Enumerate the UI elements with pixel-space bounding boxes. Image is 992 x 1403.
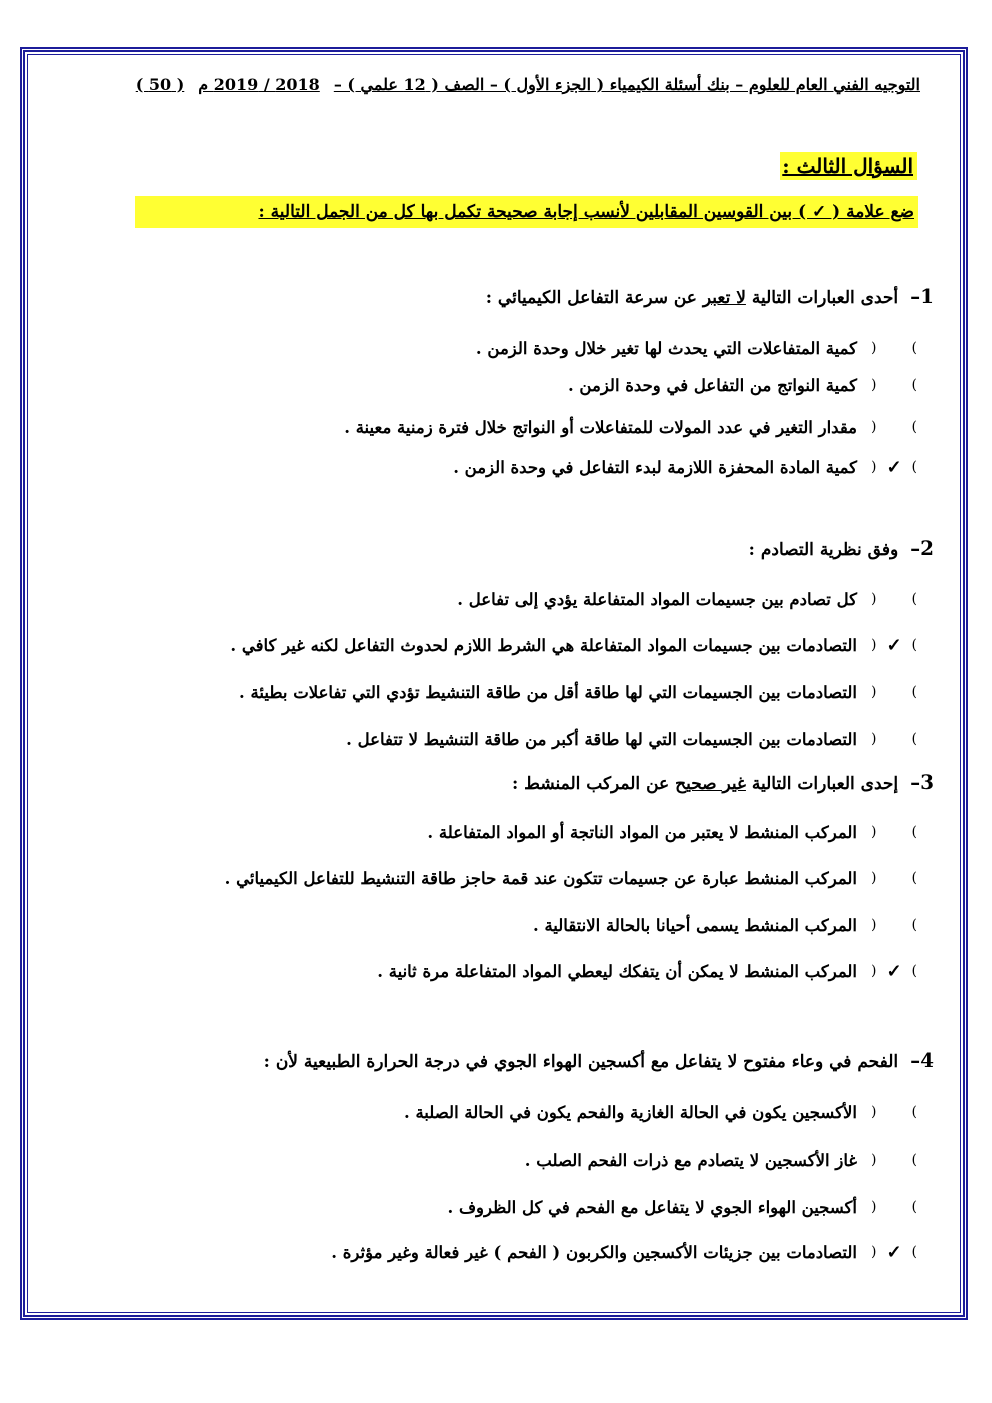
page-header <box>70 75 920 105</box>
question-4-option-1[interactable]: ) ( الأكسجين يكون في الحالة الغازية والفحم يكون في الحالة الصلبة . <box>403 1102 917 1122</box>
answer-checkbox[interactable]: ) ( <box>871 684 917 700</box>
section-title: السؤال الثالث : <box>780 152 917 180</box>
answer-checkbox[interactable]: ) ✓ ( <box>871 960 917 982</box>
answer-checkbox[interactable]: ) ( <box>871 731 917 747</box>
question-2-option-4[interactable]: ) ( التصادمات بين الجسيمات التي لها طاقة أكبر من طاقة التنشيط لا تتفاعل . <box>346 729 917 749</box>
question-2-option-2[interactable]: ) ✓ ( التصادمات بين جسيمات المواد المتفاعلة هي الشرط اللازم لحدوث التفاعل لكنه غير كافي . <box>230 634 917 656</box>
answer-checkbox[interactable]: ) ( <box>871 1104 917 1120</box>
answer-checkbox[interactable]: ) ( <box>871 870 917 886</box>
emphasis: غير صحيح <box>675 774 746 794</box>
header-years: 2018 / 2019 م <box>198 75 320 94</box>
check-icon: ✓ <box>886 960 902 982</box>
question-number: 2– <box>910 536 934 560</box>
answer-checkbox[interactable]: ) ✓ ( <box>871 1241 917 1263</box>
question-3-option-4[interactable]: ) ✓ ( المركب المنشط لا يمكن أن يتفكك ليعطي المواد المتفاعلة مرة ثانية . <box>377 960 917 982</box>
question-4-option-4[interactable]: ) ✓ ( التصادمات بين جزيئات الأكسجين والكربون ( الفحم ) غير فعالة وغير مؤثرة . <box>331 1241 917 1263</box>
question-3-option-1[interactable]: ) ( المركب المنشط لا يعتبر من المواد الناتجة أو المواد المتفاعلة . <box>427 822 917 842</box>
header-page-number: ( 50 ) <box>135 75 185 94</box>
answer-checkbox[interactable]: ) ( <box>871 377 917 393</box>
answer-checkbox[interactable]: ) ( <box>871 824 917 840</box>
question-4-option-2[interactable]: ) ( غاز الأكسجين لا يتصادم مع ذرات الفحم الصلب . <box>524 1150 917 1170</box>
answer-checkbox[interactable]: ) ( <box>871 591 917 607</box>
question-2-option-1[interactable]: ) ( كل تصادم بين جسيمات المواد المتفاعلة يؤدي إلى تفاعل . <box>457 589 917 609</box>
question-1-option-1[interactable]: ) ( كمية المتفاعلات التي يحدث لها تغير خلال وحدة الزمن . <box>475 338 917 358</box>
emphasis: لا تعبر <box>702 288 746 308</box>
question-number: 3– <box>910 770 934 794</box>
section-instruction: ضع علامة ( ✓ ) بين القوسين المقابلين لأنسب إجابة صحيحة تكمل بها كل من الجمل التالية : <box>135 196 918 228</box>
answer-checkbox[interactable]: ) ( <box>871 419 917 435</box>
question-2-stem: 2– وفق نظرية التصادم : <box>748 536 934 560</box>
answer-checkbox[interactable]: ) ( <box>871 1199 917 1215</box>
answer-checkbox[interactable]: ) ( <box>871 340 917 356</box>
question-1-stem: 1– أحدى العبارات التالية لا تعبر عن سرعة التفاعل الكيميائي : <box>485 284 934 308</box>
question-4-option-3[interactable]: ) ( أكسجين الهواء الجوي لا يتفاعل مع الفحم في كل الظروف . <box>447 1197 917 1217</box>
question-3-stem: 3– إحدى العبارات التالية غير صحيح عن المركب المنشط : <box>511 770 934 794</box>
header-text: التوجيه الفني العام للعلوم – بنك أسئلة الكيمياء ( الجزء الأول ) – الصف ( 12 علمي ) – <box>333 75 920 94</box>
question-1-option-3[interactable]: ) ( مقدار التغير في عدد المولات للمتفاعلات أو النواتج خلال فترة زمنية معينة . <box>344 417 917 437</box>
answer-checkbox[interactable]: ) ( <box>871 1152 917 1168</box>
question-1-option-4[interactable]: ) ✓ ( كمية المادة المحفزة اللازمة لبدء التفاعل في وحدة الزمن . <box>453 456 917 478</box>
answer-checkbox[interactable]: ) ✓ ( <box>871 634 917 656</box>
answer-checkbox[interactable]: ) ✓ ( <box>871 456 917 478</box>
question-4-stem: 4– الفحم في وعاء مفتوح لا يتفاعل مع أكسجين الهواء الجوي في درجة الحرارة الطبيعية لأن : <box>263 1048 934 1072</box>
question-3-option-3[interactable]: ) ( المركب المنشط يسمى أحيانا بالحالة الانتقالية . <box>532 915 917 935</box>
check-icon: ✓ <box>886 634 902 656</box>
question-3-option-2[interactable]: ) ( المركب المنشط عبارة عن جسيمات تتكون عند قمة حاجز طاقة التنشيط للتفاعل الكيميائي . <box>224 868 917 888</box>
question-2-option-3[interactable]: ) ( التصادمات بين الجسيمات التي لها طاقة أقل من طاقة التنشيط تؤدي التي تفاعلات بطيئة . <box>239 682 917 702</box>
question-1-option-2[interactable]: ) ( كمية النواتج من التفاعل في وحدة الزمن . <box>567 375 917 395</box>
check-icon: ✓ <box>886 456 902 478</box>
question-number: 4– <box>910 1048 934 1072</box>
answer-checkbox[interactable]: ) ( <box>871 917 917 933</box>
check-icon: ✓ <box>886 1241 902 1263</box>
question-number: 1– <box>910 284 934 308</box>
